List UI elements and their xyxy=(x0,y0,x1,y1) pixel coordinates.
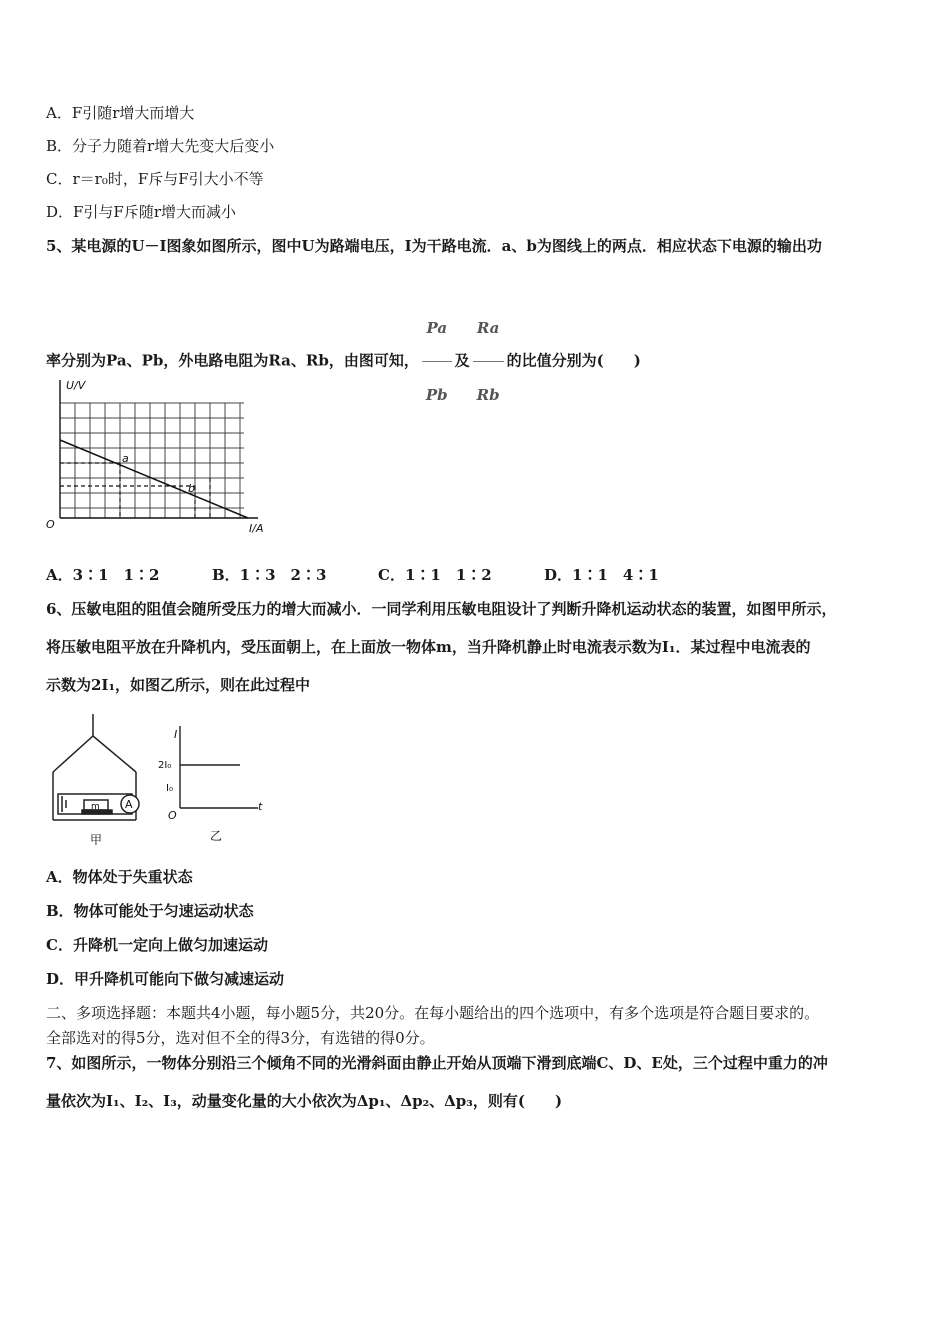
q5-fraction-power xyxy=(422,298,452,425)
yi-origin: O xyxy=(168,809,177,822)
q5-option-b: B．1∶3 2∶3 xyxy=(212,566,327,584)
graph-origin: O xyxy=(46,518,55,531)
q5-option-d: D．1∶1 4∶1 xyxy=(544,566,659,584)
graph-point-b: b xyxy=(188,482,195,495)
fraction-numerator: Pa xyxy=(422,298,452,362)
q5-stem-post: 的比值分别为( ) xyxy=(506,351,641,370)
yi-ylabel: I xyxy=(174,728,178,741)
fraction-denominator: Pb xyxy=(425,386,448,404)
q7-stem-line2: 量依次为I₁、I₂、I₃，动量变化量的大小依次为Δp₁、Δp₂、Δp₃，则有( ) xyxy=(46,1092,563,1110)
q6-option-a: A．物体处于失重状态 xyxy=(46,868,193,886)
q5-fraction-resistance xyxy=(473,298,504,425)
ammeter-label: A xyxy=(125,798,133,811)
yi-tick-high: 2I₀ xyxy=(158,760,172,771)
graph-grid xyxy=(60,403,244,518)
q6-figure-jia xyxy=(48,712,158,852)
q4-option-d: D．F引与F斥随r增大而减小 xyxy=(46,203,237,221)
graph-xlabel: I/A xyxy=(249,522,264,535)
q6-option-b: B．物体可能处于匀速运动状态 xyxy=(46,902,254,920)
q5-option-a: A．3∶1 1∶2 xyxy=(46,566,160,584)
q4-option-b: B．分子力随着r增大先变大后变小 xyxy=(46,137,275,155)
q5-options xyxy=(46,565,659,585)
section2-instructions-line2: 全部选对的得5分，选对但不全的得3分，有选错的得0分。 xyxy=(46,1029,435,1047)
q4-option-c: C．r＝r₀时，F斥与F引大小不等 xyxy=(46,170,264,188)
q6-option-c: C．升降机一定向上做匀加速运动 xyxy=(46,936,268,954)
q5-and: 及 xyxy=(454,351,470,370)
q6-option-d: D．甲升降机可能向下做匀减速运动 xyxy=(46,970,285,988)
fraction-denominator: Rb xyxy=(476,386,500,404)
q6-stem-line2: 将压敏电阻平放在升降机内，受压面朝上，在上面放一物体m，当升降机静止时电流表示数为I₁．某过程中电流表的 xyxy=(46,638,811,656)
yi-tick-low: I₀ xyxy=(166,783,173,794)
q5-ui-graph xyxy=(44,376,284,536)
yi-xlabel: t xyxy=(258,800,263,813)
q7-stem-line1: 7、如图所示，一物体分别沿三个倾角不同的光滑斜面由静止开始从顶端下滑到底端C、D、E处，三个过程中重力的冲 xyxy=(46,1054,828,1072)
q4-option-a: A．F引随r增大而增大 xyxy=(46,104,195,122)
graph-ylabel: U/V xyxy=(66,379,86,392)
q6-stem-line3: 示数为2I₁，如图乙所示，则在此过程中 xyxy=(46,676,311,694)
graph-ui-line xyxy=(60,440,248,518)
q5-stem-pre: 率分别为Pa、Pb，外电路电阻为Ra、Rb，由图可知， xyxy=(46,351,419,370)
q6-stem-line1: 6、压敏电阻的阻值会随所受压力的增大而减小．一同学利用压敏电阻设计了判断升降机运动状态的装置，如图甲所示， xyxy=(46,600,837,618)
section2-instructions-line1: 二、多项选择题：本题共4小题，每小题5分，共20分。在每小题给出的四个选项中，有多个选项是符合题目要求的。 xyxy=(46,1004,820,1022)
fraction-numerator: Ra xyxy=(473,298,504,362)
mass-label: m xyxy=(91,802,100,812)
caption-jia: 甲 xyxy=(90,833,103,847)
q6-figure-yi xyxy=(158,718,270,848)
q5-stem-line1: 5、某电源的U－I图象如图所示，图中U为路端电压，I为干路电流．a、b为图线上的两点．相应状态下电源的输出功 xyxy=(46,237,822,255)
caption-yi: 乙 xyxy=(210,829,223,843)
graph-point-a: a xyxy=(122,452,129,465)
q5-option-c: C．1∶1 1∶2 xyxy=(378,566,492,584)
